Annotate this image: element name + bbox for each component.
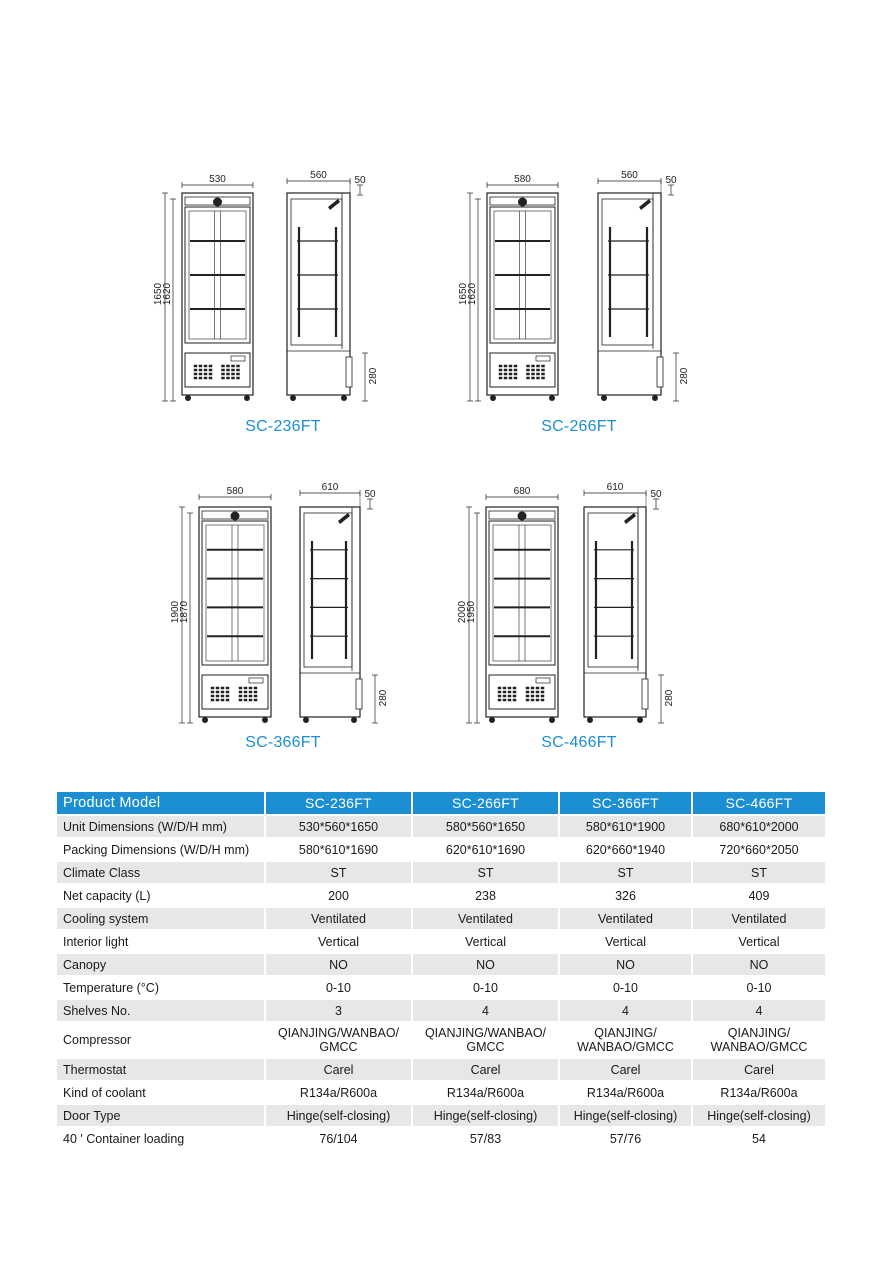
vent-slot (194, 377, 197, 379)
vent-slot (227, 377, 230, 379)
table-row (57, 1082, 825, 1103)
vent-slot (508, 699, 511, 701)
logo-badge (519, 198, 527, 206)
row-label: Climate Class (57, 862, 264, 883)
vent-slot (513, 687, 516, 689)
row-value: 580*610*1900 (558, 816, 691, 837)
vent-slot (503, 695, 506, 697)
vent-slot (244, 687, 247, 689)
vent-slot (204, 369, 207, 371)
vent-slot (498, 695, 501, 697)
vent-slot (232, 365, 235, 367)
height-outer-dimension: 2000 (457, 600, 468, 624)
vent-slot (254, 699, 257, 701)
row-value: 0-10 (691, 977, 825, 998)
vent-slot (531, 695, 534, 697)
vent-slot (536, 691, 539, 693)
row-value: 580*560*1650 (411, 816, 558, 837)
front-view-outline (487, 193, 558, 395)
row-value: Carel (691, 1059, 825, 1080)
row-value: R134a/R600a (264, 1082, 411, 1103)
row-value: QIANJING/ WANBAO/GMCC (691, 1023, 825, 1057)
logo-badge (231, 512, 239, 520)
spec-table-body (57, 816, 825, 1149)
row-value: R134a/R600a (691, 1082, 825, 1103)
vent-slot (542, 369, 545, 371)
row-value: 76/104 (264, 1128, 411, 1149)
vent-slot (531, 691, 534, 693)
caster-wheel (262, 717, 268, 723)
vent-slot (541, 687, 544, 689)
side-hinge (657, 357, 663, 387)
vent-slot (221, 687, 224, 689)
vent-slot (509, 377, 512, 379)
vent-slot (509, 369, 512, 371)
row-value: 0-10 (411, 977, 558, 998)
vent-slot (227, 369, 230, 371)
vent-slot (514, 377, 517, 379)
vent-slot (216, 695, 219, 697)
table-row (57, 862, 825, 883)
vent-slot (211, 695, 214, 697)
row-value: Ventilated (264, 908, 411, 929)
row-value: 4 (691, 1000, 825, 1021)
table-row (57, 1059, 825, 1080)
vent-slot (232, 377, 235, 379)
table-row (57, 1128, 825, 1149)
row-label: Interior light (63, 934, 129, 949)
vent-slot (239, 687, 242, 689)
vent-slot (537, 369, 540, 371)
vent-slot (237, 365, 240, 367)
vent-slot (249, 699, 252, 701)
row-value: ST (411, 862, 558, 883)
top-gap-dimension: 50 (354, 175, 366, 186)
vent-slot (536, 695, 539, 697)
base-height-dimension: 280 (368, 367, 379, 385)
vent-slot (222, 365, 225, 367)
vent-slot (227, 365, 230, 367)
vent-slot (209, 373, 212, 375)
row-label: Shelves No. (57, 1000, 264, 1021)
table-row (57, 977, 825, 998)
vent-slot (227, 373, 230, 375)
vent-slot (221, 691, 224, 693)
row-value: QIANJING/WANBAO/ GMCC (411, 1023, 558, 1057)
depth-dimension: 610 (321, 482, 339, 493)
row-value: 620*660*1940 (558, 839, 691, 860)
vent-slot (527, 369, 530, 371)
vent-slot (211, 687, 214, 689)
front-view-outline (486, 507, 558, 717)
width-dimension: 580 (226, 486, 244, 497)
vent-slot (526, 691, 529, 693)
vent-slot (216, 699, 219, 701)
vent-slot (249, 687, 252, 689)
glass-door (489, 521, 555, 665)
thermostat-panel (249, 678, 263, 683)
vent-slot (209, 377, 212, 379)
vent-slot (508, 695, 511, 697)
side-hinge (346, 357, 352, 387)
caster-wheel (202, 717, 208, 723)
table-row (57, 816, 825, 837)
vent-slot (514, 369, 517, 371)
vent-slot (209, 365, 212, 367)
vent-slot (536, 699, 539, 701)
model-label-1: SC-236FT (245, 418, 321, 435)
vent-slot (526, 687, 529, 689)
vent-slot (254, 695, 257, 697)
width-dimension: 580 (514, 174, 531, 185)
row-value: NO (411, 954, 558, 975)
model-label-3: SC-366FT (245, 734, 321, 751)
side-hinge (356, 679, 362, 709)
side-light (624, 513, 636, 524)
vent-slot (532, 377, 535, 379)
vent-slot (504, 377, 507, 379)
height-inner-dimension: 1870 (179, 600, 190, 624)
height-outer-dimension: 1650 (153, 282, 164, 306)
row-value: Carel (264, 1059, 411, 1080)
thermostat-panel (231, 356, 245, 361)
vent-slot (498, 687, 501, 689)
vent-slot (504, 369, 507, 371)
front-view-outline (199, 507, 271, 717)
side-hinge (642, 679, 648, 709)
caster-wheel (341, 395, 347, 401)
vent-slot (239, 699, 242, 701)
table-row (57, 908, 825, 929)
caster-wheel (490, 395, 496, 401)
caster-wheel (601, 395, 607, 401)
vent-slot (199, 365, 202, 367)
width-dimension: 680 (513, 486, 531, 497)
vent-slot (527, 365, 530, 367)
row-value: Vertical (691, 931, 825, 952)
vent-slot (513, 699, 516, 701)
caster-wheel (185, 395, 191, 401)
vent-slot (532, 373, 535, 375)
row-label: Kind of coolant (63, 1085, 146, 1100)
spec-table (57, 790, 825, 1151)
vent-slot (498, 699, 501, 701)
caster-wheel (290, 395, 296, 401)
logo-badge (518, 512, 526, 520)
vent-slot (194, 369, 197, 371)
vent-slot (222, 369, 225, 371)
vent-slot (232, 369, 235, 371)
vent-slot (532, 369, 535, 371)
table-row (57, 1000, 825, 1021)
vent-slot (503, 691, 506, 693)
vent-slot (249, 691, 252, 693)
glass-inner (493, 525, 551, 661)
row-value: R134a/R600a (558, 1082, 691, 1103)
row-label: Cooling system (57, 908, 264, 929)
row-value: NO (558, 954, 691, 975)
vent-slot (542, 373, 545, 375)
row-value: Hinge(self-closing) (691, 1105, 825, 1126)
vent-slot (513, 691, 516, 693)
height-inner-dimension: 1620 (162, 282, 173, 306)
vent-slot (232, 373, 235, 375)
caster-wheel (549, 395, 555, 401)
vent-slot (239, 691, 242, 693)
side-view-outline (598, 193, 661, 395)
row-value: 200 (264, 885, 411, 906)
base-height-dimension: 280 (378, 689, 389, 707)
table-row (57, 1023, 825, 1057)
vent-slot (504, 373, 507, 375)
vent-slot (216, 687, 219, 689)
header-model-4: SC-466FT (691, 792, 825, 814)
row-value: 580*610*1690 (264, 839, 411, 860)
vent-slot (244, 695, 247, 697)
row-value: 326 (558, 885, 691, 906)
row-label: Canopy (57, 954, 264, 975)
row-value: 720*660*2050 (691, 839, 825, 860)
row-label: 40 ' Container loading (63, 1131, 185, 1146)
glass-door (202, 521, 268, 665)
side-view-outline (584, 507, 646, 717)
vent-slot (221, 695, 224, 697)
vent-slot (508, 687, 511, 689)
vent-slot (509, 373, 512, 375)
top-gap-dimension: 50 (364, 489, 376, 500)
top-gap-dimension: 50 (650, 489, 662, 500)
row-value: QIANJING/WANBAO/ GMCC (264, 1023, 411, 1057)
height-inner-dimension: 1950 (466, 600, 477, 624)
row-label: Net capacity (L) (63, 888, 151, 903)
header-model-2: SC-266FT (411, 792, 558, 814)
vent-slot (209, 369, 212, 371)
row-value: QIANJING/ WANBAO/GMCC (558, 1023, 691, 1057)
width-dimension: 530 (209, 174, 226, 185)
header-model-3: SC-366FT (558, 792, 691, 814)
height-outer-dimension: 1900 (170, 600, 181, 624)
vent-slot (216, 691, 219, 693)
vent-slot (226, 695, 229, 697)
vent-slot (514, 365, 517, 367)
row-value: ST (558, 862, 691, 883)
vent-slot (499, 365, 502, 367)
vent-slot (504, 365, 507, 367)
row-value: 54 (691, 1128, 825, 1149)
vent-slot (526, 695, 529, 697)
vent-slot (499, 373, 502, 375)
row-value: 238 (411, 885, 558, 906)
vent-slot (532, 365, 535, 367)
thermostat-panel (536, 356, 550, 361)
row-value: Hinge(self-closing) (264, 1105, 411, 1126)
vent-slot (531, 699, 534, 701)
vent-slot (509, 365, 512, 367)
table-row (57, 839, 825, 860)
vent-slot (537, 365, 540, 367)
row-value: ST (691, 862, 825, 883)
model-label-4: SC-466FT (541, 734, 617, 751)
vent-slot (226, 691, 229, 693)
row-value: 680*610*2000 (691, 816, 825, 837)
vent-slot (541, 699, 544, 701)
vent-slot (541, 691, 544, 693)
vent-slot (244, 691, 247, 693)
vent-slot (541, 695, 544, 697)
vent-slot (194, 373, 197, 375)
row-value: R134a/R600a (411, 1082, 558, 1103)
side-view-outline (300, 507, 360, 717)
row-value: Vertical (558, 931, 691, 952)
row-value: Ventilated (558, 908, 691, 929)
row-value: Hinge(self-closing) (558, 1105, 691, 1126)
caster-wheel (489, 717, 495, 723)
vent-slot (239, 695, 242, 697)
row-value: 530*560*1650 (264, 816, 411, 837)
thermostat-panel (536, 678, 550, 683)
vent-slot (527, 373, 530, 375)
table-row (57, 931, 825, 952)
vent-slot (221, 699, 224, 701)
vent-slot (222, 377, 225, 379)
vent-slot (542, 365, 545, 367)
row-value: 4 (411, 1000, 558, 1021)
vent-slot (226, 699, 229, 701)
table-row (57, 1105, 825, 1126)
vent-slot (503, 687, 506, 689)
row-label: Compressor (63, 1033, 132, 1047)
row-value: Ventilated (411, 908, 558, 929)
top-gap-dimension: 50 (665, 175, 677, 186)
row-value: ST (264, 862, 411, 883)
model-label-2: SC-266FT (541, 418, 617, 435)
row-label: Temperature (°C) (63, 980, 159, 995)
row-value: NO (691, 954, 825, 975)
vent-slot (508, 691, 511, 693)
caster-wheel (351, 717, 357, 723)
spec-table-header (57, 792, 825, 814)
row-label: Door Type (57, 1105, 264, 1126)
vent-slot (222, 373, 225, 375)
caster-wheel (637, 717, 643, 723)
table-row (57, 885, 825, 906)
vent-slot (244, 699, 247, 701)
side-light (338, 513, 350, 524)
row-value: Ventilated (691, 908, 825, 929)
vent-slot (204, 373, 207, 375)
vent-slot (199, 377, 202, 379)
vent-slot (526, 699, 529, 701)
height-outer-dimension: 1650 (458, 282, 469, 306)
vent-slot (536, 687, 539, 689)
vent-slot (199, 373, 202, 375)
vent-slot (499, 369, 502, 371)
row-value: Vertical (411, 931, 558, 952)
row-value: 4 (558, 1000, 691, 1021)
vent-slot (537, 373, 540, 375)
base-height-dimension: 280 (679, 367, 690, 385)
row-label: Unit Dimensions (W/D/H mm) (57, 816, 264, 837)
vent-slot (237, 377, 240, 379)
header-product-model: Product Model (57, 792, 264, 814)
row-value: 3 (264, 1000, 411, 1021)
logo-badge (214, 198, 222, 206)
vent-slot (498, 691, 501, 693)
front-view-outline (182, 193, 253, 395)
vent-slot (254, 691, 257, 693)
vent-slot (514, 373, 517, 375)
row-label: Packing Dimensions (W/D/H mm) (63, 842, 250, 857)
vent-slot (503, 699, 506, 701)
vent-slot (499, 377, 502, 379)
row-label: Thermostat (57, 1059, 264, 1080)
caster-wheel (587, 717, 593, 723)
vent-slot (531, 687, 534, 689)
vent-slot (254, 687, 257, 689)
vent-slot (513, 695, 516, 697)
vent-slot (204, 377, 207, 379)
vent-slot (249, 695, 252, 697)
row-value: Vertical (264, 931, 411, 952)
row-value: 620*610*1690 (411, 839, 558, 860)
vent-slot (194, 365, 197, 367)
row-value: 0-10 (264, 977, 411, 998)
caster-wheel (549, 717, 555, 723)
row-value: 409 (691, 885, 825, 906)
caster-wheel (652, 395, 658, 401)
vent-slot (199, 369, 202, 371)
row-value: 0-10 (558, 977, 691, 998)
vent-slot (237, 373, 240, 375)
caster-wheel (244, 395, 250, 401)
row-value: Carel (411, 1059, 558, 1080)
depth-dimension: 560 (621, 170, 638, 181)
vent-slot (237, 369, 240, 371)
vent-slot (542, 377, 545, 379)
depth-dimension: 610 (606, 482, 624, 493)
vent-slot (527, 377, 530, 379)
row-value: Carel (558, 1059, 691, 1080)
row-value: 57/76 (558, 1128, 691, 1149)
depth-dimension: 560 (310, 170, 327, 181)
vent-slot (211, 699, 214, 701)
row-value: 57/83 (411, 1128, 558, 1149)
side-view-outline (287, 193, 350, 395)
height-inner-dimension: 1620 (467, 282, 478, 306)
base-height-dimension: 280 (664, 689, 675, 707)
side-light (328, 199, 340, 210)
table-row (57, 954, 825, 975)
vent-slot (226, 687, 229, 689)
row-value: Hinge(self-closing) (411, 1105, 558, 1126)
header-model-1: SC-236FT (264, 792, 411, 814)
vent-slot (537, 377, 540, 379)
row-value: NO (264, 954, 411, 975)
vent-slot (204, 365, 207, 367)
glass-inner (206, 525, 264, 661)
vent-slot (211, 691, 214, 693)
caster-wheel (303, 717, 309, 723)
side-light (639, 199, 651, 210)
